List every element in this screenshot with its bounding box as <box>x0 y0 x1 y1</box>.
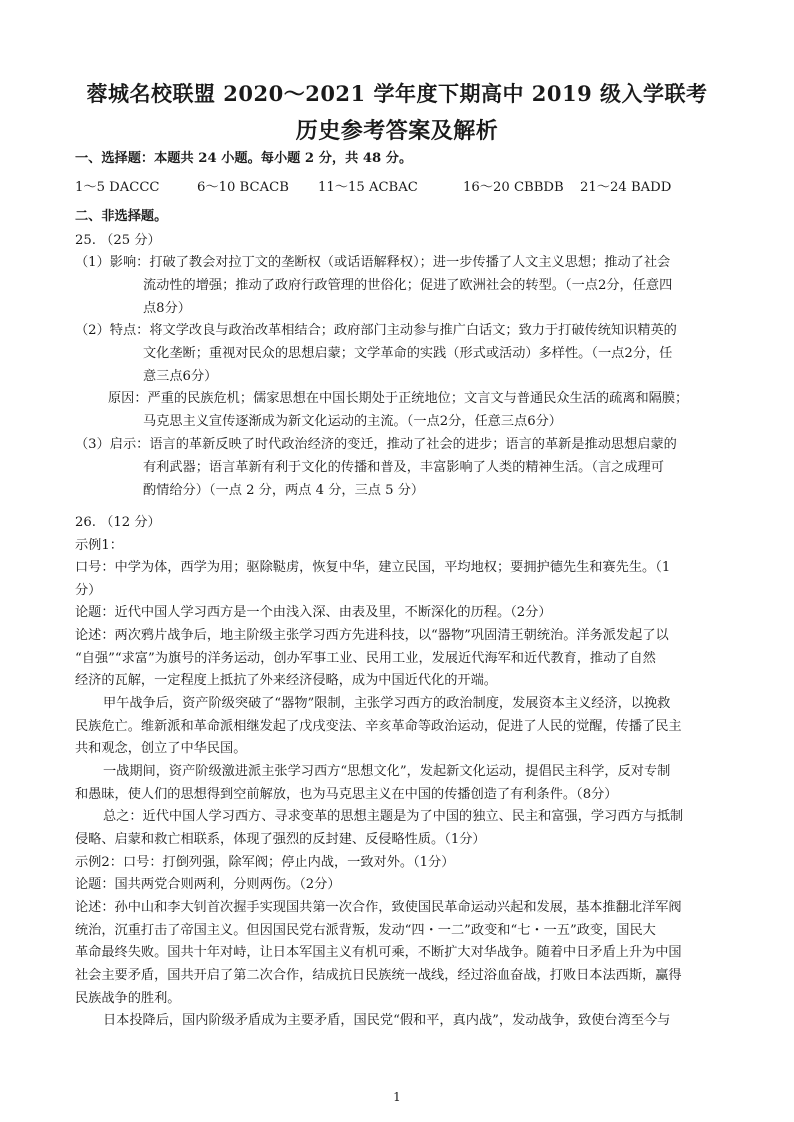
answer-line: 论述：孙中山和李大钊首次握手实现国共第一次合作，致使国民革命运动兴起和发展，基本推翻北洋军阀 <box>75 900 682 915</box>
answer-line: 日本投降后，国内阶级矛盾成为主要矛盾，国民党“假和平，真内战”，发动战争，致使台湾至今与 <box>103 1013 671 1028</box>
question-header: 25. （25 分） <box>75 233 161 248</box>
answer-line: 共和观念，创立了中华民国。 <box>75 741 247 756</box>
answer-line: 一战期间，资产阶级激进派主张学习西方“思想文化”，发起新文化运动，提倡民主科学，反对专制 <box>103 764 671 779</box>
answer-line: 和愚昧，使人们的思想得到空前解放，也为马克思主义在中国的传播创造了有利条件。（8分） <box>75 787 618 802</box>
answer-group: 16～20 CBBDB <box>463 180 564 195</box>
answer-line: 示例2：口号：打倒列强，除军阀；停止内战，一致对外。（1分） <box>75 855 455 870</box>
answer-line: 酌情给分）（一点 2 分，两点 4 分，三点 5 分） <box>143 483 425 498</box>
answer-line: 革命最终失败。国共十年对峙，让日本军国主义有机可乘，不断扩大对华战争。随着中日矛盾上升为中国 <box>75 945 682 960</box>
answer-line: 统治，沉重打击了帝国主义。但因国民党右派背叛，发动“四・一二”政变和“七・一五”政变，国民大 <box>75 923 656 938</box>
document-title: 蓉城名校联盟 2020～2021 学年度下期高中 2019 级入学联考 <box>86 81 708 106</box>
section-heading-choice: 一、选择题：本题共 24 小题。每小题 2 分，共 48 分。 <box>75 151 413 166</box>
question-header: 26. （12 分） <box>75 515 161 530</box>
answer-line: 分） <box>75 583 102 598</box>
answer-line: 口号：中学为体，西学为用；驱除鞑虏，恢复中华，建立民国，平均地权；要拥护德先生和赛先生。（1 <box>75 560 671 575</box>
answer-line: 民族危亡。维新派和革命派相继发起了戊戌变法、辛亥革命等政治运动，促进了人民的觉醒，传播了民主 <box>75 719 682 734</box>
section-heading-essay: 二、非选择题。 <box>75 209 168 224</box>
answer-line: 论述：两次鸦片战争后，地主阶级主张学习西方先进科技，以“器物”巩固清王朝统治。洋务派发起了以 <box>75 628 669 643</box>
answer-line: （1）影响：打破了教会对拉丁文的垄断权（或话语解释权）；进一步传播了人文主义思想；推动了社会 <box>75 255 671 270</box>
answer-line: 文化垄断；重视对民众的思想启蒙；文学革命的实践（形式或活动）多样性。（一点2分，任 <box>143 346 673 361</box>
page-number: 1 <box>393 1090 401 1104</box>
document-subtitle: 历史参考答案及解析 <box>295 118 499 144</box>
answer-line: 经济的瓦解，一定程度上抵抗了外来经济侵略，成为中国近代化的开端。 <box>75 673 497 688</box>
answer-line: 论题：国共两党合则两利，分则两伤。（2分） <box>75 877 341 892</box>
answer-line: 侵略、启蒙和救亡相联系，体现了强烈的反封建、反侵略性质。（1分） <box>75 832 486 847</box>
answer-line: 论题：近代中国人学习西方是一个由浅入深、由表及里，不断深化的历程。（2分） <box>75 605 552 620</box>
answer-group: 11～15 ACBAC <box>318 180 418 195</box>
answer-line: 意三点6分） <box>143 369 218 384</box>
answer-line: 总之：近代中国人学习西方、寻求变革的思想主题是为了中国的独立、民主和富强，学习西方与抵制 <box>103 809 684 824</box>
answer-line: 社会主要矛盾，国共开启了第二次合作，结成抗日民族统一战线，经过浴血奋战，打败日本法西斯，赢得 <box>75 968 682 983</box>
answer-line: 点8分） <box>143 301 191 316</box>
answer-line: 流动性的增强；推动了政府行政管理的世俗化；促进了欧洲社会的转型。（一点2分，任意四 <box>143 278 673 293</box>
answer-line: 民族战争的胜利。 <box>75 991 181 1006</box>
answer-group: 1～5 DACCC <box>75 180 160 195</box>
answer-line: 甲午战争后，资产阶级突破了“器物”限制，主张学习西方的政治制度，发展资本主义经济，以挽救 <box>103 696 671 711</box>
answer-line: 示例1： <box>75 538 123 553</box>
answer-group: 21～24 BADD <box>580 180 672 195</box>
answer-line: （2）特点：将文学改良与政治改革相结合；政府部门主动参与推广白话文；致力于打破传统知识精英的 <box>75 323 677 338</box>
answer-group: 6～10 BCACB <box>197 180 289 195</box>
answer-line: 有利武器；语言革新有利于文化的传播和普及，丰富影响了人类的精神生活。（言之成理可 <box>143 460 664 475</box>
answer-line: 原因：严重的民族危机；儒家思想在中国长期处于正统地位；文言文与普通民众生活的疏离和隔膜； <box>108 391 689 406</box>
answer-line: “自强”“求富”为旗号的洋务运动，创办军事工业、民用工业，发展近代海军和近代教育，推动了自然 <box>75 651 656 666</box>
answer-line: （3）启示：语言的革新反映了时代政治经济的变迁，推动了社会的进步；语言的革新是推动思想启蒙的 <box>75 437 677 452</box>
answer-line: 马克思主义宣传逐渐成为新文化运动的主流。（一点2分，任意三点6分） <box>143 414 562 429</box>
